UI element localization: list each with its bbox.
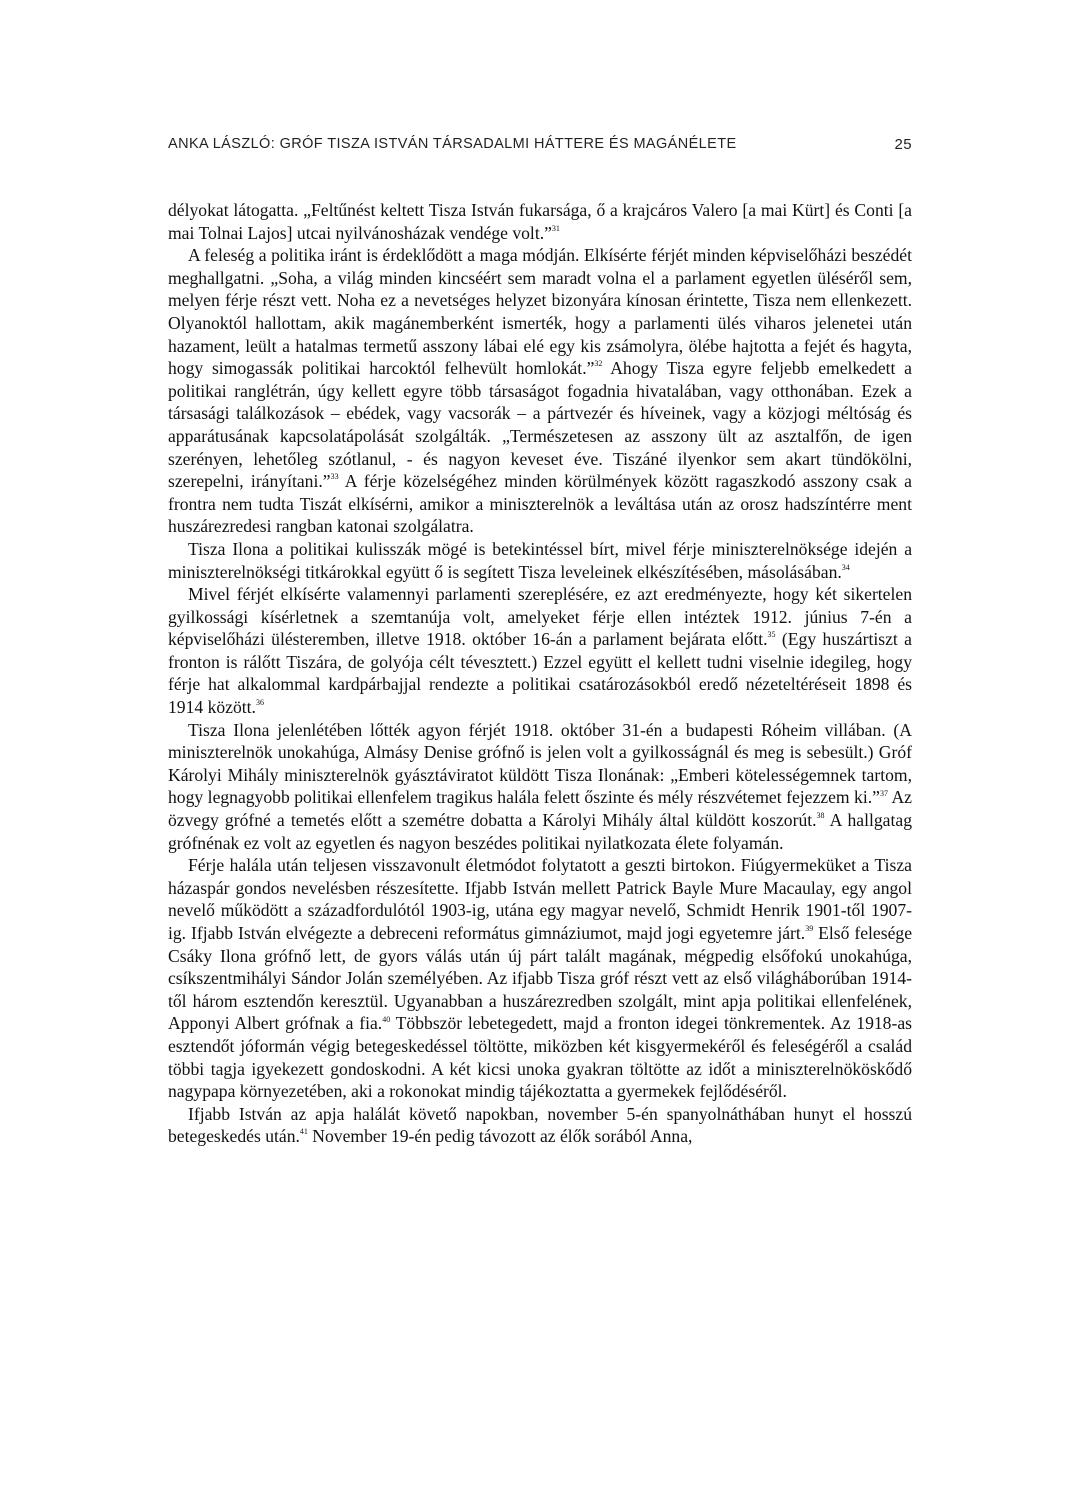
text-run: délyokat látogatta. „Feltűnést keltett Tisza István fukarsága, ő a krajcáros Valero [a mai Kürt] és Conti [a mai Tolnai Lajos] utcai nyilvánosházak vendége volt.” xyxy=(168,200,912,243)
footnote-ref[interactable]: 37 xyxy=(879,788,888,798)
footnote-ref[interactable]: 40 xyxy=(382,1014,391,1024)
text-run: Tisza Ilona a politikai kulisszák mögé is betekintéssel bírt, mivel férje miniszterelnöksége idején a miniszterelnökségi titkárokkal együtt ő is segített Tisza leveleinek elkészítésében, másolásában. xyxy=(168,538,912,582)
paragraph xyxy=(168,583,912,719)
footnote-ref[interactable]: 35 xyxy=(767,630,776,640)
footnote-ref[interactable]: 38 xyxy=(816,811,825,821)
text-run: Ifjabb István az apja halálát követő napokban, november 5-én spanyolnáthában hunyt el hosszú betegeskedés után. xyxy=(168,1103,912,1147)
text-run: A férje közelségéhez minden körülmények között ragaszkodó asszony csak a frontra nem tudta Tiszát elkísérni, amikor a miniszterelnök a leváltása után az orosz hadszíntérre ment huszárezredesi rangban katonai szolgálatra. xyxy=(168,471,912,537)
text-run: Tisza Ilona jelenlétében lőtték agyon férjét 1918. október 31-én a budapesti Róheim villában. (A miniszterelnök unokahúga, Almásy Denise grófnő is jelen volt a gyilkosságnál és meg is sebesült.) Gróf Károlyi Mihály miniszterelnök gyásztáviratot küldött Tisza Ilonának: „Emberi kötelességemnek tartom, hogy legnagyobb politikai ellenfelem tragikus halála felett őszinte és mély részvétemet fejezzem ki.” xyxy=(168,719,912,808)
text-run: A hallgatag grófnénak ez volt az egyetlen és nagyon beszédes politikai nyilatkozata élete folyamán. xyxy=(168,810,912,853)
paragraph xyxy=(168,538,912,583)
footnote-ref[interactable]: 39 xyxy=(805,924,814,934)
text-run: Mivel férjét elkísérte valamennyi parlamenti szereplésére, ez azt eredményezte, hogy két sikertelen gyilkossági kísérletnek a szemtanúja volt, amelyeket férje ellen intéztek 1912. június 7-én a képviselőházi ülésteremben, illetve 1918. október 16-án a parlament bejárata előtt. xyxy=(168,584,912,650)
footnote-ref[interactable]: 31 xyxy=(551,223,560,233)
paragraph xyxy=(168,854,912,1103)
paragraph xyxy=(168,719,912,855)
text-run: (Egy huszártiszt a fronton is rálőtt Tiszára, de golyója célt tévesztett.) Ezzel együtt el kellett tudni viselnie idegileg, hogy férje hat alkalommal kardpárbajjal rendezte a politikai csatározásokból eredő nézeteltéréseit 1898 és 1914 között. xyxy=(168,629,912,718)
paragraph xyxy=(168,244,912,538)
body-text xyxy=(168,199,912,1148)
footnote-ref[interactable]: 33 xyxy=(330,472,339,482)
footnote-ref[interactable]: 32 xyxy=(594,359,603,369)
running-title: ANKA LÁSZLÓ: GRÓF TISZA ISTVÁN TÁRSADALMI HÁTTERE ÉS MAGÁNÉLETE xyxy=(168,136,737,152)
text-run: Az özvegy grófné a temetés előtt a szemétre dobatta a Károlyi Mihály által küldött koszorút. xyxy=(168,787,912,831)
text-run: Ahogy Tisza egyre feljebb emelkedett a politikai ranglétrán, úgy kellett egyre több társaságot fogadnia hivatalában, vagy otthonában. Ezek a társasági találkozások – ebédek, vagy vacsorák – a pártvezér és híveinek, vagy a közjogi méltóság és apparátusának kapcsolatápolását szolgálták. „Természetesen az asszony ült az asztalfőn, de igen szerényen, lehetőleg szótlanul, - és nagyon keveset éve. Tiszáné ilyenkor sem akart tündökölni, szerepelni, irányítani.” xyxy=(168,358,912,492)
footnote-ref[interactable]: 34 xyxy=(841,562,850,572)
footnote-ref[interactable]: 41 xyxy=(299,1127,308,1137)
running-header xyxy=(168,136,912,156)
text-run: Többször lebetegedett, majd a fronton idegei tönkrementek. Az 1918-as esztendőt jóformán végig betegeskedéssel töltötte, miközben két kisgyermekéről és feleségéről a család többi tagja igyekezett gondoskodni. A két kicsi unoka gyakran töltötte az időt a miniszterelnököskődő nagypapa környezetében, aki a rokonokat mindig tájékoztatta a gyermekek fejlődéséről. xyxy=(168,1013,912,1102)
footnote-ref[interactable]: 36 xyxy=(255,698,264,708)
text-run: November 19-én pedig távozott az élők sorából Anna, xyxy=(307,1126,693,1147)
page-number: 25 xyxy=(894,136,912,153)
paragraph xyxy=(168,1103,912,1148)
paragraph xyxy=(168,199,912,244)
text-run: A feleség a politika iránt is érdeklődött a maga módján. Elkísérte férjét minden képviselőházi beszédét meghallgatni. „Soha, a világ minden kincséért sem maradt volna el a parlament egyetlen üléséről sem, melyen férje részt vett. Noha ez a nevetséges helyzet bizonyára kínosan érintette, Tisza nem ellenkezett. Olyanoktól hallottam, akik magánemberként ismerték, hogy a parlamenti ülés viharos jelenetei után hazament, leült a hatalmas termetű asszony lábai elé egy kis zsámolyra, ölébe hajtotta a fejét és hagyta, hogy simogassák politikai harcoktól felhevült homlokát.” xyxy=(168,245,912,379)
text-run: Férje halála után teljesen visszavonult életmódot folytatott a geszti birtokon. Fiúgyermeküket a Tisza házaspár gondos nevelésben részesítette. Ifjabb István mellett Patrick Bayle Mure Macaulay, egy angol nevelő működött a századfordulótól 1903-ig, utána egy magyar nevelő, Schmidt Henrik 1901-től 1907-ig. Ifjabb István elvégezte a debreceni református gimnáziumot, majd jogi egyetemre járt. xyxy=(168,855,912,943)
text-run: Első felesége Csáky Ilona grófnő lett, de gyors válás után új párt talált magának, mégpedig elsőfokú unokahúga, csíkszentmihályi Sándor Jolán személyében. Az ifjabb Tisza gróf részt vett az első világháborúban 1914-től három esztendőn keresztül. Ugyanabban a huszárezredben szolgált, mint apja politikai ellenfelének, Apponyi Albert grófnak a fia. xyxy=(168,923,913,1034)
